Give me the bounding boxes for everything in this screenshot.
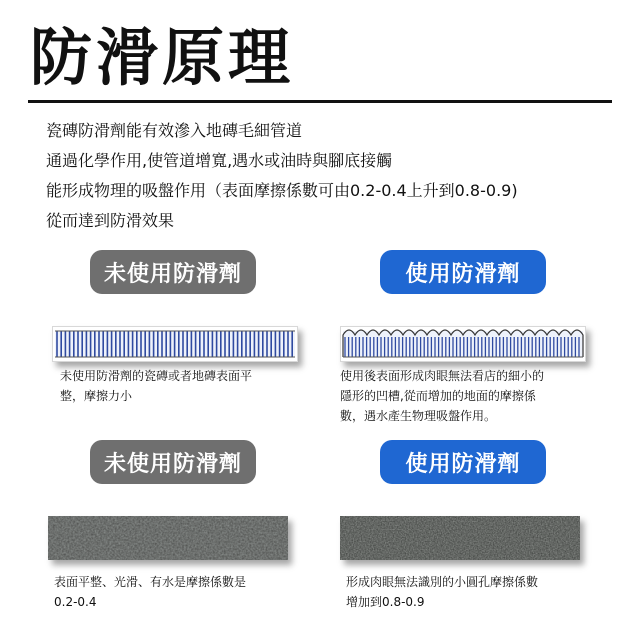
caption-line: 未使用防滑劑的瓷磚或者地磚表面平 [60,369,253,383]
intro-line: 從而達到防滑效果 [46,211,175,230]
caption-line: 0.2-0.4 [54,595,97,609]
title-divider [28,100,612,103]
untreated-stone-image [48,516,288,560]
caption-line: 整，摩擦力小 [60,389,133,403]
treated-texture-graphic [341,327,585,361]
treated-stone-caption [346,572,606,612]
caption-line: 形成肉眼無法識別的小圓孔摩擦係數 [346,575,539,589]
label-treated: 使用防滑劑 [380,250,546,294]
label-untreated-2: 未使用防滑劑 [90,440,256,484]
untreated-surface-diagram [52,326,298,362]
caption-line: 隱形的凹槽,從而增加的地面的摩擦係 [340,389,536,403]
untreated-texture-graphic [53,327,297,361]
caption-line: 使用後表面形成肉眼無法看店的細小的 [340,369,545,383]
caption-line: 表面平整、光滑、有水是摩擦係數是 [54,575,247,589]
intro-line: 通過化學作用,使管道增寬,遇水或油時與腳底接觸 [46,151,393,170]
label-treated-2: 使用防滑劑 [380,440,546,484]
intro-line: 能形成物理的吸盤作用（表面摩擦係數可由0.2-0.4上升到0.8-0.9) [46,181,518,200]
caption-line: 增加到0.8-0.9 [346,595,425,609]
label-untreated: 未使用防滑劑 [90,250,256,294]
caption-line: 數，遇水產生物理吸盤作用。 [340,409,497,423]
intro-text [46,116,626,236]
treated-surface-diagram [340,326,586,362]
treated-caption [340,366,600,426]
treated-stone-image [340,516,580,560]
untreated-stone-caption [54,572,304,612]
page-title: 防滑原理 [30,21,295,94]
stone-texture [340,516,580,560]
untreated-caption [60,366,310,406]
stone-texture [48,516,288,560]
intro-line: 瓷磚防滑劑能有效滲入地磚毛細管道 [46,121,303,140]
